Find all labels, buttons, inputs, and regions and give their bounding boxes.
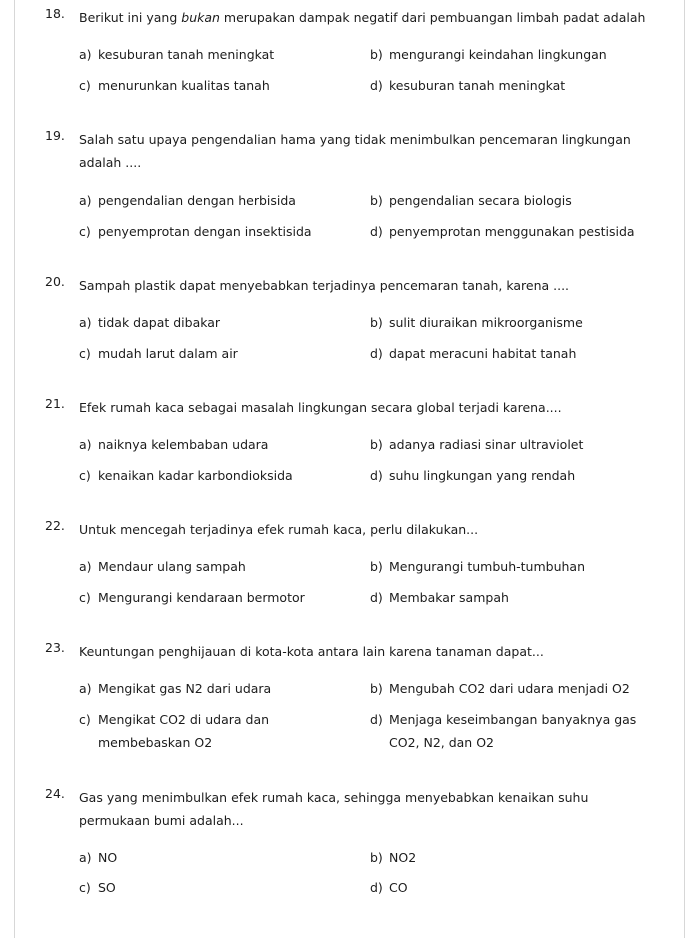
option-c[interactable]: c) menurunkan kualitas tanah xyxy=(79,78,270,93)
option-c[interactable]: c) Mengurangi kendaraan bermotor xyxy=(79,590,305,605)
option-b[interactable]: b) Mengurangi tumbuh-tumbuhan xyxy=(370,559,586,574)
option-d[interactable]: d) Menjaga keseimbangan banyaknya gas CO2, N2, dan O2 xyxy=(370,712,637,750)
option-d[interactable]: d) CO xyxy=(370,880,408,895)
option-c[interactable]: c) penyemprotan dengan insektisida xyxy=(79,224,312,239)
option-d[interactable]: d) penyemprotan menggunakan pestisida xyxy=(370,224,635,239)
option-a[interactable]: a) tidak dapat dibakar xyxy=(79,315,221,330)
option-b[interactable]: b) sulit diuraikan mikroorganisme xyxy=(370,315,583,330)
page-border-left xyxy=(14,0,15,938)
question-text: Efek rumah kaca sebagai masalah lingkungan secara global terjadi karena.... xyxy=(79,400,562,415)
question-number: 19. xyxy=(45,128,65,143)
question-number: 24. xyxy=(45,786,65,801)
option-c[interactable]: c) SO xyxy=(79,880,116,895)
option-c[interactable]: c) mudah larut dalam air xyxy=(79,346,238,361)
option-a[interactable]: a) NO xyxy=(79,850,118,865)
question-number: 20. xyxy=(45,274,65,289)
option-a[interactable]: a) Mengikat gas N2 dari udara xyxy=(79,681,272,696)
question-number: 22. xyxy=(45,518,65,533)
option-b[interactable]: b) NO2 xyxy=(370,850,417,865)
question-text: Keuntungan penghijauan di kota-kota antara lain karena tanaman dapat... xyxy=(79,644,544,659)
option-b[interactable]: b) pengendalian secara biologis xyxy=(370,193,572,208)
option-c[interactable]: c) kenaikan kadar karbondioksida xyxy=(79,468,293,483)
option-a[interactable]: a) naiknya kelembaban udara xyxy=(79,437,269,452)
question-number: 18. xyxy=(45,6,65,21)
option-a[interactable]: a) pengendalian dengan herbisida xyxy=(79,193,296,208)
option-a[interactable]: a) kesuburan tanah meningkat xyxy=(79,47,275,62)
option-c[interactable]: c) Mengikat CO2 di udara dan membebaskan O2 xyxy=(79,712,270,750)
question-text: Sampah plastik dapat menyebabkan terjadinya pencemaran tanah, karena .... xyxy=(79,278,570,293)
option-a[interactable]: a) Mendaur ulang sampah xyxy=(79,559,246,574)
option-d[interactable]: d) Membakar sampah xyxy=(370,590,509,605)
question-number: 21. xyxy=(45,396,65,411)
option-d[interactable]: d) suhu lingkungan yang rendah xyxy=(370,468,576,483)
option-b[interactable]: b) Mengubah CO2 dari udara menjadi O2 xyxy=(370,681,630,696)
emphasis-word: bukan xyxy=(181,10,220,25)
option-b[interactable]: b) adanya radiasi sinar ultraviolet xyxy=(370,437,584,452)
option-d[interactable]: d) dapat meracuni habitat tanah xyxy=(370,346,577,361)
question-text: Untuk mencegah terjadinya efek rumah kaca, perlu dilakukan... xyxy=(79,522,479,537)
option-b[interactable]: b) mengurangi keindahan lingkungan xyxy=(370,47,607,62)
question-text: Gas yang menimbulkan efek rumah kaca, sehingga menyebabkan kenaikan suhu permukaan bumi adalah... xyxy=(79,790,589,828)
question-number: 23. xyxy=(45,640,65,655)
question-text: Salah satu upaya pengendalian hama yang tidak menimbulkan pencemaran lingkungan adalah .... xyxy=(79,132,631,170)
page-border-right xyxy=(684,0,685,938)
question-text: Berikut ini yang bukan merupakan dampak negatif dari pembuangan limbah padat adalah xyxy=(79,10,646,25)
option-d[interactable]: d) kesuburan tanah meningkat xyxy=(370,78,566,93)
